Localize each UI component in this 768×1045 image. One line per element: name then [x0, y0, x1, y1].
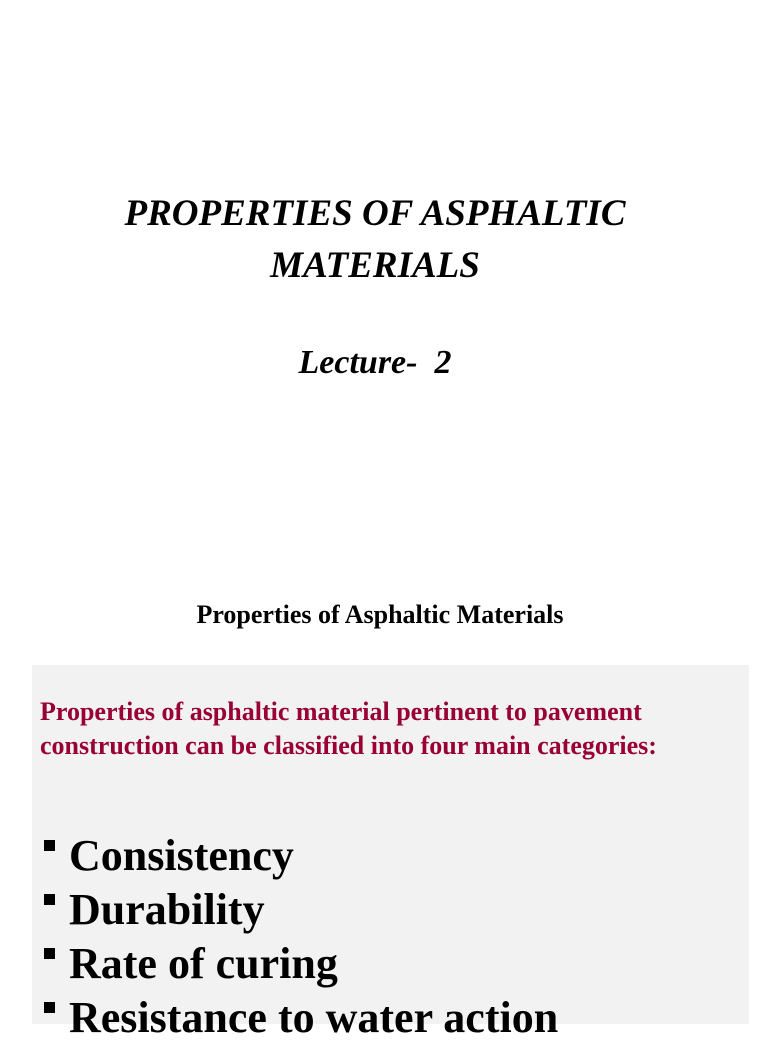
- square-bullet-icon: [44, 894, 55, 905]
- square-bullet-icon: [44, 948, 55, 959]
- slide-title: PROPERTIES OF ASPHALTIC MATERIALS: [124, 193, 626, 286]
- list-item-label: Consistency: [69, 831, 294, 880]
- list-item-label: Durability: [69, 885, 265, 934]
- list-item: [42, 991, 558, 1045]
- categories-list: [42, 829, 558, 1045]
- list-item: [42, 937, 558, 991]
- list-item-label: Rate of curing: [69, 939, 338, 988]
- list-item-label: Resistance to water action: [69, 993, 559, 1042]
- intro-text: Properties of asphaltic material pertinent to pavement construction can be classified into four main categories:: [40, 697, 657, 760]
- list-item: [42, 883, 558, 937]
- lecture-number: Lecture- 2: [298, 344, 452, 381]
- square-bullet-icon: [44, 1002, 55, 1013]
- section-heading: Properties of Asphaltic Materials: [196, 600, 564, 629]
- square-bullet-icon: [44, 840, 55, 851]
- content-panel: [32, 665, 749, 1042]
- list-item: [42, 829, 558, 883]
